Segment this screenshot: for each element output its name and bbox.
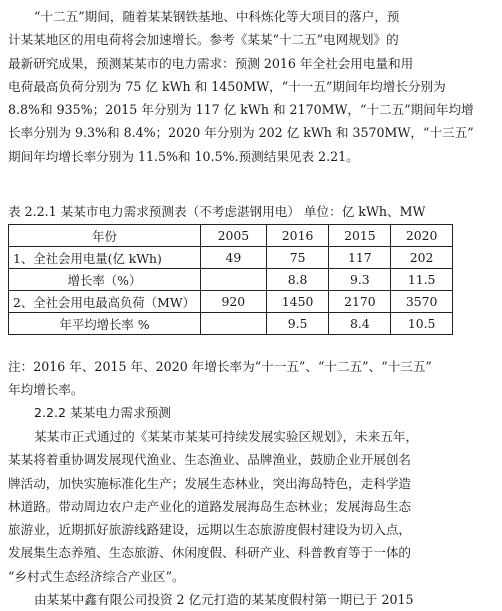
- last-line: 由某某中鑫有限公司投资 2 亿元打造的某某度假村第一期已于 2015: [34, 592, 414, 608]
- intro-line: 长率分别为 9.3%和 8.4%；2020 年分别为 202 亿 kWh 和 3570MW，“十三五”: [8, 125, 474, 141]
- table-cell: 2、全社会用电最高负荷（MW）: [9, 291, 201, 313]
- table-header-cell: 年份: [9, 225, 201, 247]
- intro-paragraph: [8, 5, 494, 168]
- table-header-cell: 2016: [266, 225, 329, 247]
- power-demand-table: [8, 224, 453, 335]
- table-caption: 表 2.2.1 某某市电力需求预测表（不考虑湛钢用电） 单位：亿 kWh、MW: [8, 204, 426, 219]
- table-row: [9, 247, 453, 269]
- section-line: 发展集生态养殖、生态旅游、休闲度假、科研产业、科普教育等于一体的: [8, 545, 411, 561]
- table-cell: 2170: [329, 291, 391, 313]
- section-line: 林道路。带动周边农户走产业化的道路发展海岛生态林业；发展海岛生态: [8, 498, 411, 514]
- table-cell: 年平均增长率 %: [9, 313, 201, 335]
- table-cell: 8.8: [266, 269, 329, 291]
- table-cell: 10.5: [391, 313, 453, 335]
- table-cell: 49: [200, 247, 266, 269]
- section-line: 牌活动，加快实施标准化生产；发展生态林业，突出海岛特色，走科学造: [8, 475, 411, 491]
- table-row: [9, 313, 453, 335]
- note-line: 年均增长率。: [8, 382, 84, 398]
- table-row: [9, 269, 453, 291]
- section-line: 某某市正式通过的《某某市某某可持续发展实验区规划》，未来五年，: [34, 429, 419, 444]
- table-cell: 11.5: [391, 269, 453, 291]
- section-paragraph: [8, 425, 494, 611]
- table-cell: 117: [329, 247, 391, 269]
- section-line: 某某将着重协调发展现代渔业、生态渔业、品牌渔业，鼓励企业开展创名: [8, 452, 411, 468]
- table-row: [9, 291, 453, 313]
- intro-line: 计某某地区的用电荷将会加速增长。参考《某某“十二五”电网规划》的: [8, 32, 399, 48]
- table-cell: 8.4: [329, 313, 391, 335]
- section-line: “乡村式生态经济综合产业区”。: [8, 568, 185, 584]
- intro-line: 期间年均增长率分别为 11.5%和 10.5%.预测结果见表 2.21。: [8, 148, 359, 164]
- table-cell: 75: [266, 247, 329, 269]
- intro-line: 8.8%和 935%；2015 年分别为 117 亿 kWh 和 2170MW，“十二五”期间年均增: [8, 102, 474, 118]
- table-header-row: [9, 225, 453, 247]
- table-header-cell: 2020: [391, 225, 453, 247]
- table-cell: 920: [200, 291, 266, 313]
- table-header-cell: 2015: [329, 225, 391, 247]
- section-heading: 2.2.2 某某电力需求预测: [34, 405, 171, 420]
- table-header-cell: 2005: [200, 225, 266, 247]
- intro-line: “十二五”期间，随着某某钢铁基地、中科炼化等大项目的落户，预: [34, 9, 400, 24]
- table-cell: [200, 269, 266, 291]
- table-cell: 202: [391, 247, 453, 269]
- section-line: 旅游业，近期抓好旅游线路建设，远期以生态旅游度假村建设为切入点，: [8, 522, 411, 538]
- table-cell: 9.3: [329, 269, 391, 291]
- note-line: 注：2016 年、2015 年、2020 年增长率为“十一五”、“十二五”、“十三五”: [8, 359, 432, 374]
- intro-line: 最新研究成果，预测某某市的电力需求：预测 2016 年全社会用电量和用: [8, 55, 414, 71]
- table-cell: 1、全社会用电量(亿 kWh): [9, 247, 201, 269]
- table-cell: 9.5: [266, 313, 329, 335]
- table-cell: 1450: [266, 291, 329, 313]
- intro-line: 电荷最高负荷分别为 75 亿 kWh 和 1450MW，“十一五”期间年均增长分别为: [8, 78, 446, 94]
- table-note: [8, 355, 494, 402]
- table-cell: 3570: [391, 291, 453, 313]
- table-cell: [200, 313, 266, 335]
- table-cell: 增长率（%）: [9, 269, 201, 291]
